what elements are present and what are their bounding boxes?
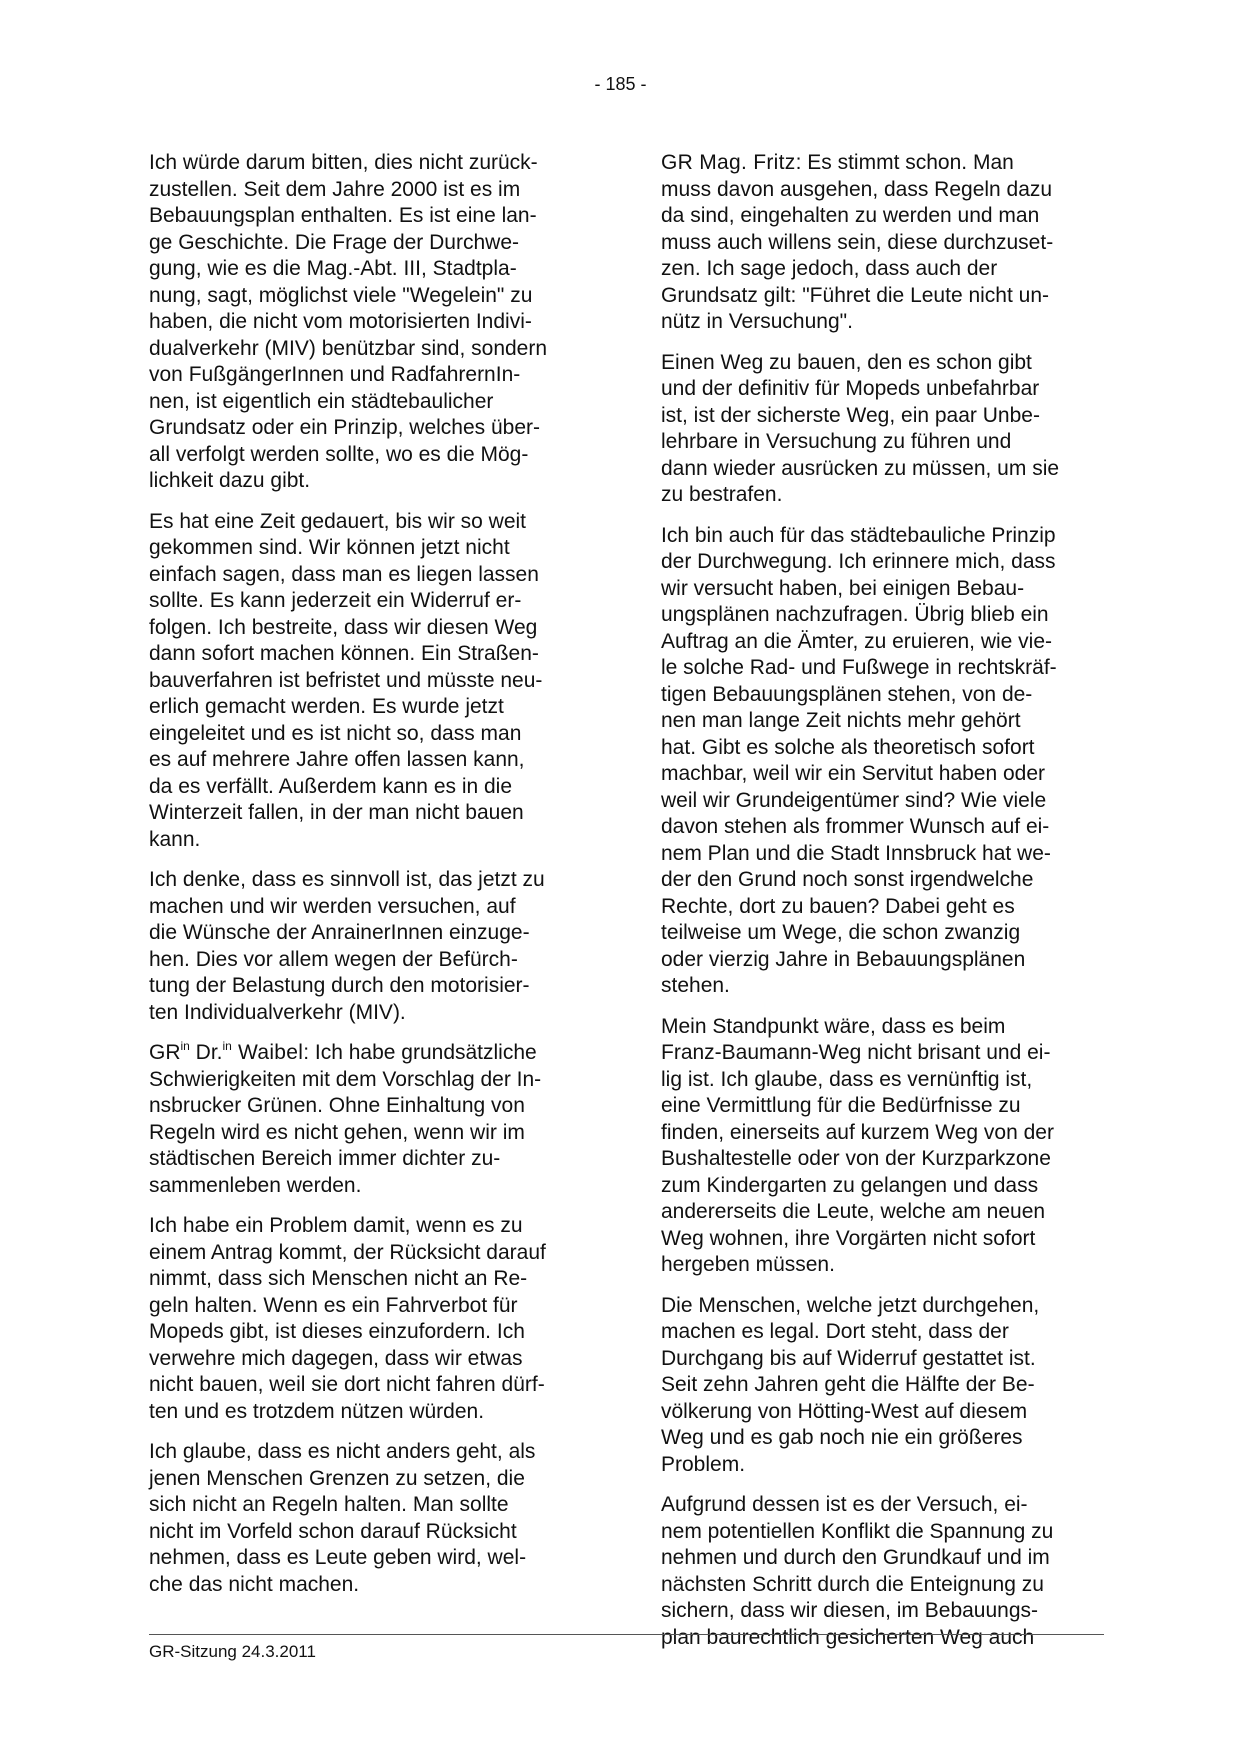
left-column (149, 150, 589, 1612)
speaker-statement: : Ich habe grundsätzliche Schwierigkeiten mit dem Vorschlag der In- nsbrucker Grünen. Ohne Einhaltung von Regeln wird es nicht gehen, wenn wir im städtischen Bereich immer dichter zu- sammenleben werden. (149, 1041, 542, 1197)
paragraph: Die Menschen, welche jetzt durchgehen, machen es legal. Dort steht, dass der Durchgang bis auf Widerruf gestattet ist. Seit zehn Jahren geht die Hälfte der Be- völkerung von Hötting-West auf diesem Weg und es gab noch nie ein größeres Problem. (661, 1293, 1040, 1476)
speaker-title-suffix: in (222, 1039, 232, 1053)
speaker-title: Dr. (189, 1041, 223, 1064)
paragraph: Einen Weg zu bauen, den es schon gibt und der definitiv für Mopeds unbefahrbar ist, ist der sicherste Weg, ein paar Unbe- lehrbare in Versuchung zu führen und dann wieder ausrücken zu müssen, um sie zu bestrafen. (661, 350, 1060, 506)
footer-divider (149, 1634, 1104, 1635)
paragraph: Ich glaube, dass es nicht anders geht, als jenen Menschen Grenzen zu setzen, die sich nicht an Regeln halten. Man sollte nicht im Vorfeld schon darauf Rücksicht nehmen, dass es Leute geben wird, wel- che das nicht machen. (149, 1440, 536, 1596)
paragraph: Ich würde darum bitten, dies nicht zurück- zustellen. Seit dem Jahre 2000 ist es im Bebauungsplan enthalten. Es ist eine lan- ge Geschichte. Die Frage der Durchwe- gung, wie es die Mag.-Abt. III, Stadtpla- nung, sagt, möglichst viele "Wegelein" zu haben, die nicht vom motorisierten Indivi- dualverkehr (MIV) benützbar sind, sondern von FußgängerInnen und RadfahrernIn- nen, ist eigentlich ein städtebaulicher Grundsatz oder ein Prinzip, welches über- all verfolgt werden sollte, wo es die Mög- lichkeit dazu gibt. (149, 151, 548, 492)
right-column (661, 150, 1101, 1665)
speaker-statement: : Es stimmt schon. Man muss davon ausgehen, dass Regeln dazu da sind, eingehalten zu werden und man muss auch willens sein, diese durchzuset- zen. Ich sage jedoch, dass auch der Grundsatz gilt: "Führet die Leute nicht un- nütz in Versuchung". (661, 151, 1054, 333)
paragraph: Aufgrund dessen ist es der Versuch, ei- nem potentiellen Konflikt die Spannung zu nehmen und durch den Grundkauf und im nächsten Schritt durch die Enteignung zu sichern, dass wir diesen, im Bebauungs- plan baurechtlich gesicherten Weg auch (661, 1493, 1054, 1649)
paragraph: Es hat eine Zeit gedauert, bis wir so weit gekommen sind. Wir können jetzt nicht einfach sagen, dass man es liegen lassen sollte. Es kann jederzeit ein Widerruf er- folgen. Ich bestreite, dass wir diesen Weg dann sofort machen können. Ein Straßen- bauverfahren ist befristet und müsste neu- erlich gemacht werden. Es wurde jetzt eingeleitet und es ist nicht so, dass man es auf mehrere Jahre offen lassen kann, da es verfällt. Außerdem kann es in die Winterzeit fallen, in der man nicht bauen kann. (149, 509, 543, 851)
paragraph: Ich denke, dass es sinnvoll ist, das jetzt zu machen und wir werden versuchen, auf die Wünsche der AnrainerInnen einzuge- hen. Dies vor allem wegen der Befürch- tung der Belastung durch den motorisier- ten Individualverkehr (MIV). (149, 868, 545, 1024)
paragraph: Mein Standpunkt wäre, dass es beim Franz-Baumann-Weg nicht brisant und ei- lig ist. Ich glaube, dass es vernünftig ist, eine Vermittlung für die Bedürfnisse zu finden, einerseits auf kurzem Weg von der Bushaltestelle oder von der Kurzparkzone zum Kindergarten zu gelangen und dass andererseits die Leute, welche am neuen Weg wohnen, ihre Vorgärten nicht sofort hergeben müssen. (661, 1014, 1054, 1276)
speaker-name: Waibel (231, 1041, 304, 1064)
speaker-paragraph (149, 1040, 589, 1199)
paragraph: Ich bin auch für das städtebauliche Prinzip der Durchwegung. Ich erinnere mich, dass wir versucht haben, bei einigen Bebau- ungsplänen nachzufragen. Übrig blieb ein Auftrag an die Ämter, zu eruieren, wie vie- le solche Rad- und Fußwege in rechtskräf- tigen Bebauungsplänen stehen, von de- nen man lange Zeit nichts mehr gehört hat. Gibt es solche als theoretisch sofort machbar, weil wir ein Servitut haben oder weil wir Grundeigentümer sind? Wie viele davon stehen als frommer Wunsch auf ei- nem Plan und die Stadt Innsbruck hat we- der den Grund noch sonst irgendwelche Rechte, dort zu bauen? Dabei geht es teilweise um Wege, die schon zwanzig oder vierzig Jahre in Bebauungsplänen stehen. (661, 523, 1057, 997)
page-number: - 185 - (594, 74, 647, 94)
speaker-title-suffix: in (180, 1039, 190, 1053)
speaker-title: GR (149, 1041, 181, 1064)
footer-session-label: GR-Sitzung 24.3.2011 (149, 1642, 316, 1661)
speaker-name: GR Mag. Fritz (661, 151, 796, 174)
paragraph: Ich habe ein Problem damit, wenn es zu einem Antrag kommt, der Rücksicht darauf nimmt, dass sich Menschen nicht an Re- geln halten. Wenn es ein Fahrverbot für Mopeds gibt, ist dieses einzufordern. Ich verwehre mich dagegen, dass wir etwas nicht bauen, weil sie dort nicht fahren dürf- ten und es trotzdem nützen würden. (149, 1214, 546, 1423)
speaker-paragraph (661, 150, 1101, 336)
